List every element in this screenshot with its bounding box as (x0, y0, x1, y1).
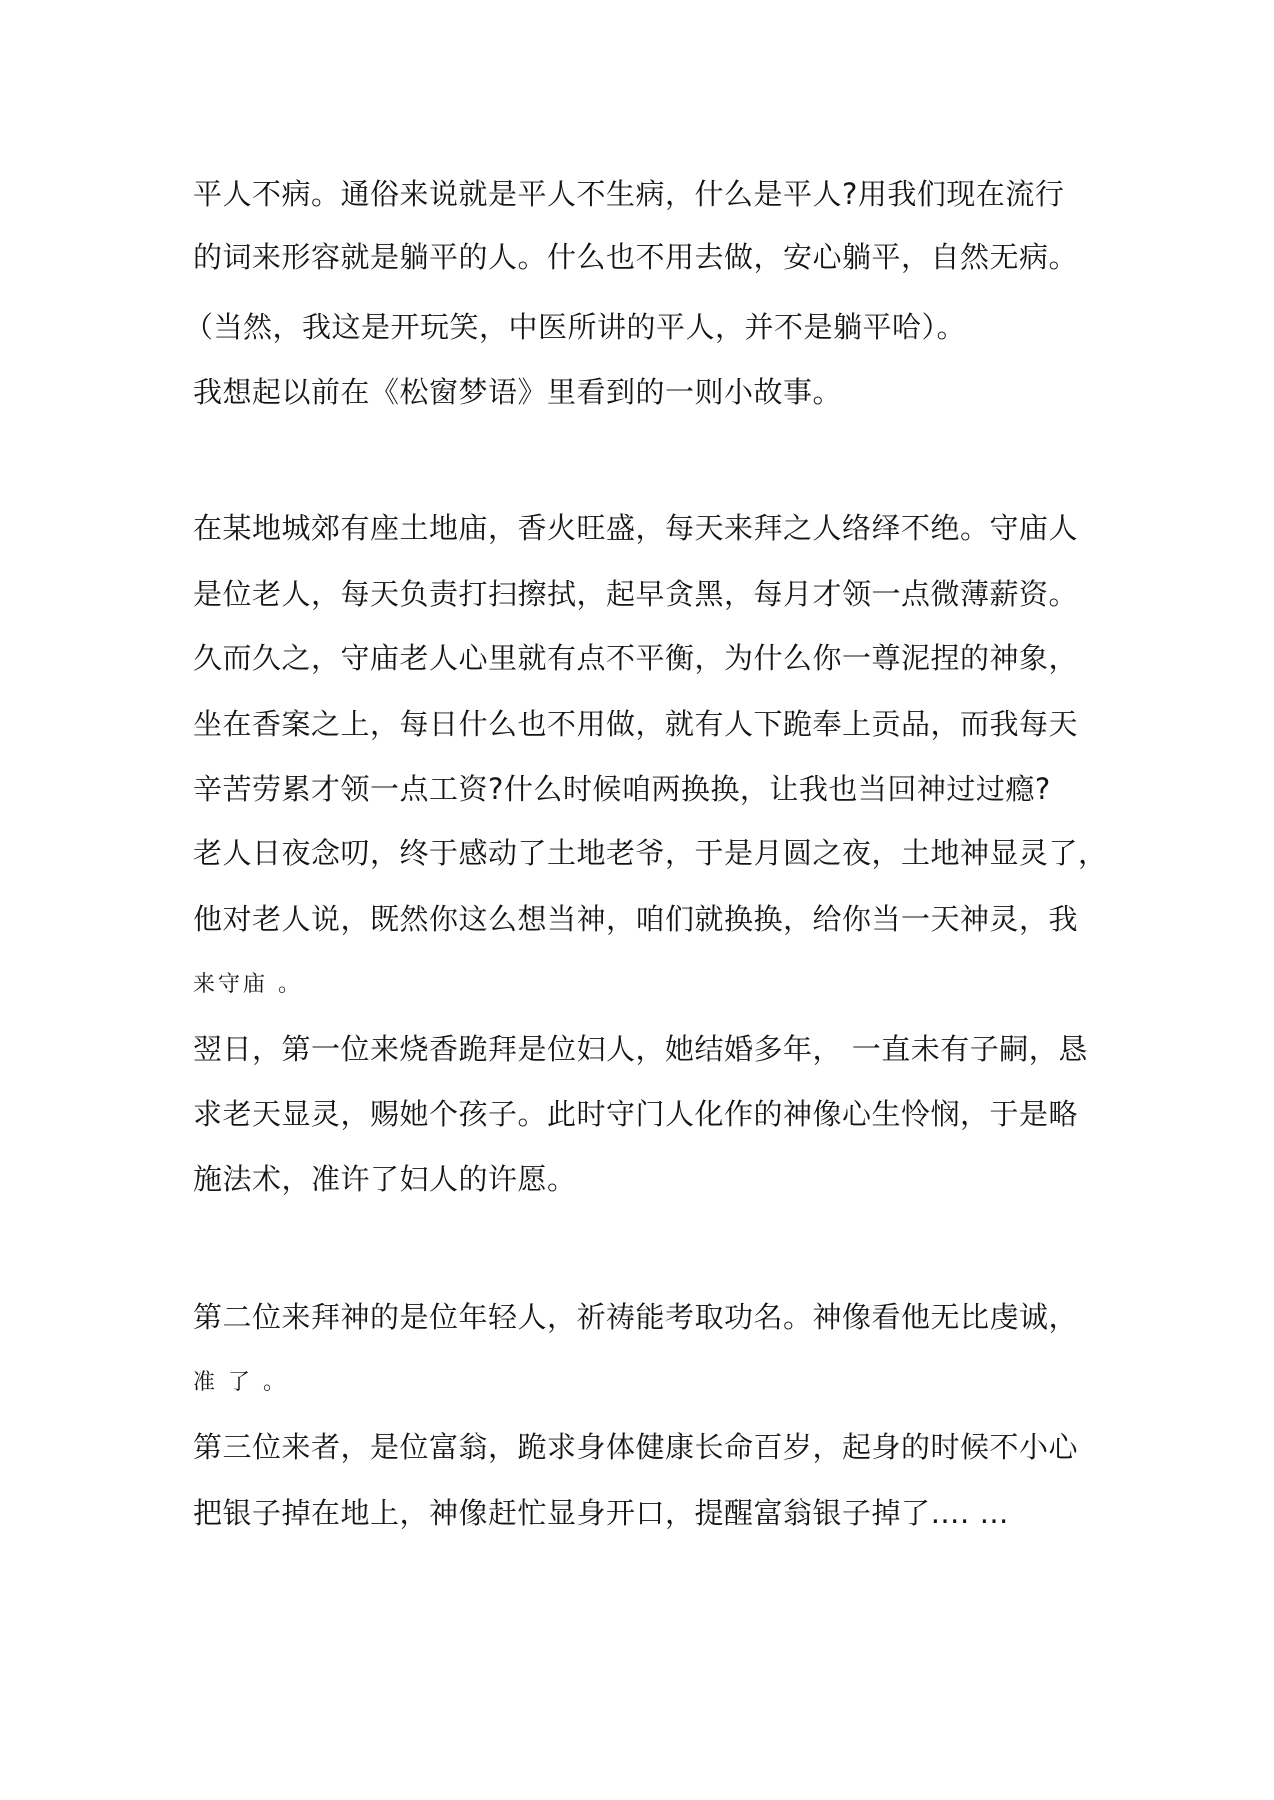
text-line: 坐在香案之上，每日什么也不用做，就有人下跪奉上贡品，而我每天 (193, 707, 1079, 741)
text-line: 第三位来者，是位富翁，跪求身体健康长命百岁，起身的时候不小心 (193, 1430, 1079, 1464)
text-line: 求老天显灵，赐她个孩子。此时守门人化作的神像心生怜悯，于是略 (193, 1097, 1079, 1131)
text-line: 我想起以前在《松窗梦语》里看到的一则小故事。 (193, 375, 843, 409)
text-line: 施法术，准许了妇人的许愿。 (193, 1162, 577, 1196)
text-line: 是位老人，每天负责打扫擦拭，起早贪黑，每月才领一点微薄薪资。 (193, 577, 1079, 611)
text-line: 他对老人说，既然你这么想当神，咱们就换换，给你当一天神灵，我 (193, 902, 1079, 936)
text-line: 的词来形容就是躺平的人。什么也不用去做，安心躺平，自然无病。 (193, 240, 1079, 274)
text-line: 平人不病。通俗来说就是平人不生病，什么是平人?用我们现在流行 (193, 177, 1065, 211)
text-line: 把银子掉在地上，神像赶忙显身开口，提醒富翁银子掉了…. … (193, 1496, 1009, 1530)
text-line: 翌日，第一位来烧香跪拜是位妇人，她结婚多年， 一直未有子嗣，恳 (193, 1032, 1088, 1066)
text-line: 辛苦劳累才领一点工资?什么时候咱两换换，让我也当回神过过瘾? (193, 772, 1051, 806)
text-line: 第二位来拜神的是位年轻人，祈祷能考取功名。神像看他无比虔诚， (193, 1300, 1079, 1334)
text-line: 老人日夜念叨，终于感动了土地老爷，于是月圆之夜，土地神显灵了， (193, 836, 1108, 870)
text-line: 准 了 。 (193, 1370, 288, 1395)
text-line: 来守庙 。 (193, 972, 303, 997)
text-line: （当然，我这是开玩笑，中医所讲的平人，并不是躺平哈）。 (184, 310, 967, 344)
text-line: 在某地城郊有座土地庙，香火旺盛，每天来拜之人络绎不绝。守庙人 (193, 511, 1079, 545)
text-line: 久而久之，守庙老人心里就有点不平衡，为什么你一尊泥捏的神象， (193, 641, 1079, 675)
